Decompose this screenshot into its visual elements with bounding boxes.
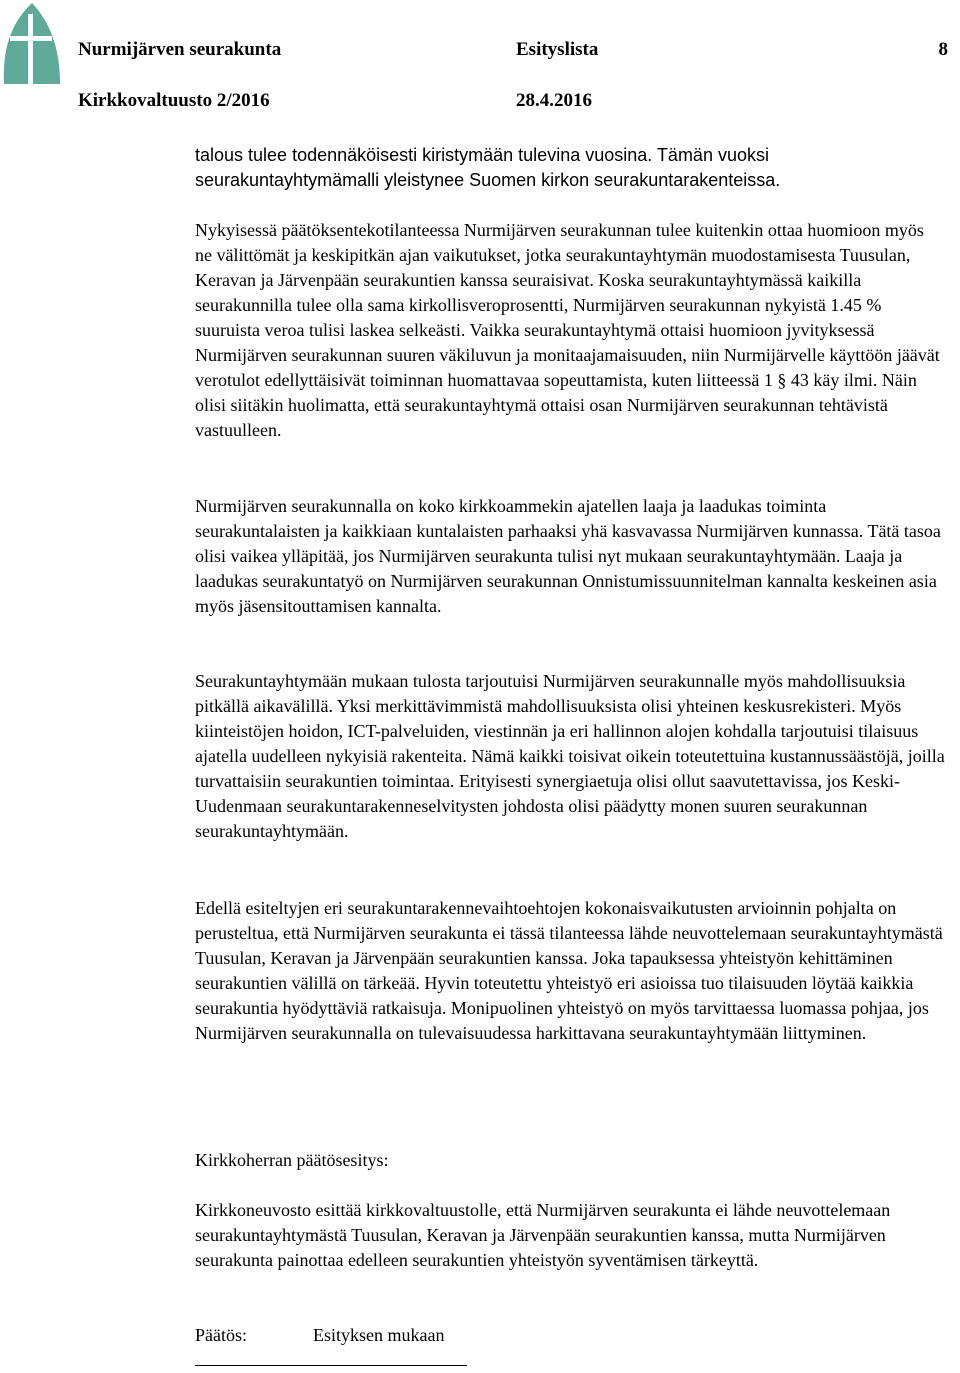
proposal-heading: Kirkkoherran päätösesitys: — [195, 1150, 389, 1170]
proposal-text: Kirkkoneuvosto esittää kirkkovaltuustolle, että Nurmijärven seurakunta ei lähde neuvottelemaan seurakuntayhtymästä Tuusulan, Keravan ja Järvenpään seurakuntien kanssa, mutta Nurmijärven seurakunta painottaa edelleen seurakuntien yhteistyön syventämisen tärkeyttä. — [195, 1200, 891, 1270]
organization-name: Nurmijärven seurakunta — [78, 39, 282, 60]
paragraph-4: Seurakuntayhtymään mukaan tulosta tarjoutuisi Nurmijärven seurakunnalle myös mahdollisuuksia pitkällä aikavälillä. Yksi merkittävimmistä mahdollisuuksista olisi yhteinen keskusrekisteri. Myös kiinteistöjen hoidon, ICT-palveluiden, viestinnän ja eri hallinnon alojen kohdalla tarjoutuisi tilaisuus ajatella uudelleen nykyisiä rakenteita. Nämä kaikki toisivat oikein toteutettuina kustannussäästöjä, joilla turvattaisiin seurakuntien toimintaa. Erityisesti synergiaetuja olisi ollut saavutettavissa, jos Keski-Uudenmaan seurakuntarakenneselvitysten johdosta olisi päädytty monen suuren seurakunnan seurakuntayhtymään. — [195, 671, 945, 841]
cross-leaf-icon — [0, 0, 62, 86]
document-type: Esityslista — [516, 39, 599, 60]
meeting-title: Kirkkovaltuusto 2/2016 — [78, 90, 270, 111]
paragraph-1: talous tulee todennäköisesti kiristymään tulevina vuosina. Tämän vuoksi seurakuntayhtymämalli yleistynee Suomen kirkon seurakuntarakenteissa. — [195, 145, 781, 190]
decision-label: Päätös: — [195, 1325, 247, 1345]
page-number: 8 — [938, 39, 948, 60]
paragraph-2: Nykyisessä päätöksentekotilanteessa Nurmijärven seurakunnan tulee kuitenkin ottaa huomioon myös ne välittömät ja keskipitkän ajan vaikutukset, jotka seurakuntayhtymän muodostamisesta Tuusulan, Keravan ja Järvenpään seurakuntien kanssa seuraisivat. Koska seurakuntayhtymässä kaikilla seurakunnilla tulee olla sama kirkollisveroprosentti, Nurmijärven seurakunnan nykyistä 1.45 % suuruista veroa tulisi laskea selkeästi. Vaikka seurakuntayhtymä ottaisi huomioon jyvityksessä Nurmijärven seurakunnan suuren väkiluvun ja monitaajamaisuuden, niin Nurmijärvelle käyttöön jäävät verotulot edellyttäisivät toiminnan huomattavaa sopeuttamista, kuten liitteessä 1 § 43 käy ilmi. Näin olisi siitäkin huolimatta, että seurakuntayhtymä ottaisi osan Nurmijärven seurakunnan tehtävistä vastuulleen. — [195, 220, 940, 440]
paragraph-5: Edellä esiteltyjen eri seurakuntarakennevaihtoehtojen kokonaisvaikutusten arvioinnin pohjalta on perusteltua, että Nurmijärven seurakunta ei tässä tilanteessa lähde neuvottelemaan seurakuntayhtymästä Tuusulan, Keravan ja Järvenpään seurakuntien kanssa. Joka tapauksessa yhteistyön kehittäminen seurakuntien välillä on tärkeää. Hyvin toteutettu yhteistyö eri asioissa tuo tilaisuuden löytää kaikkia seurakuntia hyödyttäviä ratkaisuja. Monipuolinen yhteistyö on myös tarvittaessa luomassa pohjaa, jos Nurmijärven seurakunnalla on tulevaisuudessa harkittavana seurakuntayhtymään liittyminen. — [195, 898, 943, 1043]
decision-value: Esityksen mukaan — [313, 1325, 445, 1345]
signature-line — [195, 1365, 467, 1366]
paragraph-3: Nurmijärven seurakunnalla on koko kirkkoammekin ajatellen laaja ja laadukas toiminta seurakuntalaisten ja kaikkiaan kuntalaisten parhaaksi yhä kasvavassa Nurmijärven kunnassa. Tätä tasoa olisi vaikea ylläpitää, jos Nurmijärven seurakunta tulisi nyt mukaan seurakuntayhtymään. Laaja ja laadukas seurakuntatyö on Nurmijärven seurakunnan Onnistumissuunnitelman kannalta keskeinen asia myös jäsensitouttamisen kannalta. — [195, 496, 941, 616]
meeting-date: 28.4.2016 — [516, 90, 592, 111]
decision-row — [195, 1323, 445, 1348]
